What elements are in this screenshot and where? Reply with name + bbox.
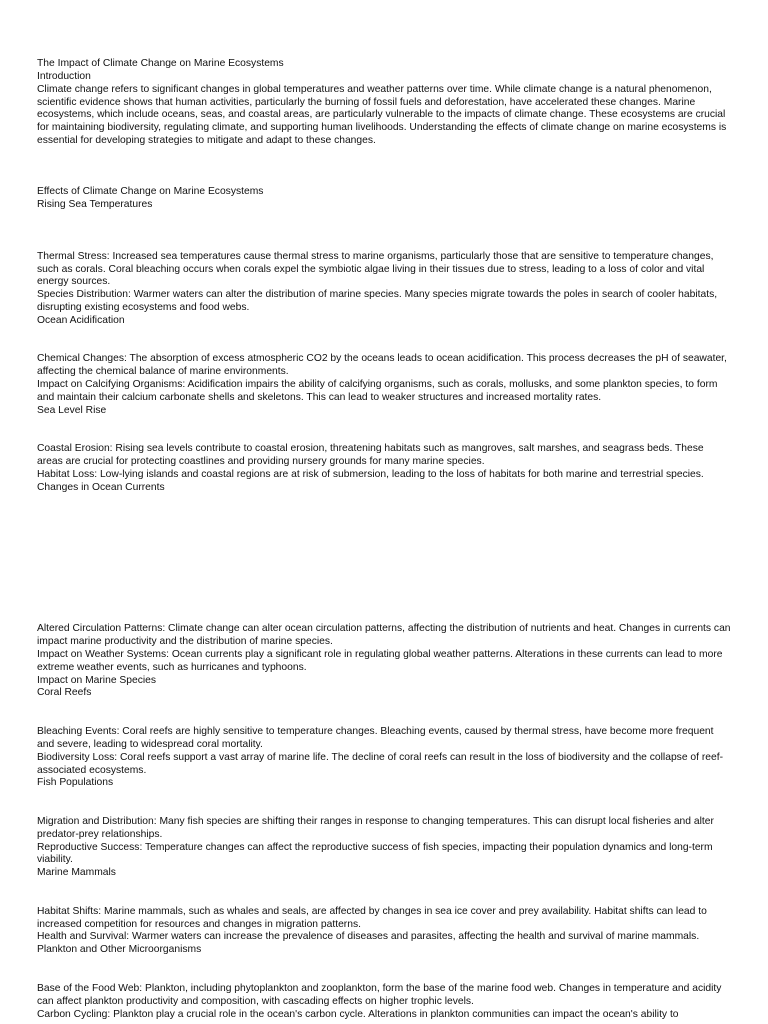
effects-heading: Effects of Climate Change on Marine Ecosystems [37,186,264,198]
spacer [37,700,731,726]
spacer [37,212,731,251]
section-heading-marine-mammals: Marine Mammals [37,867,116,879]
section-heading-ocean-currents: Changes in Ocean Currents [37,481,165,493]
section-heading-ocean-acidification: Ocean Acidification [37,314,125,326]
document-body [37,58,731,1021]
paragraph-coastal-erosion: Coastal Erosion: Rising sea levels contribute to coastal erosion, threatening habitats such as mangroves, salt marshes, and seagrass beds. These areas are crucial for protecting coastlines and providing nursery grounds for many marine species. [37,443,704,468]
spacer [37,418,731,444]
paragraph-chemical-changes: Chemical Changes: The absorption of excess atmospheric CO2 by the oceans leads to ocean acidification. This process decreases the pH of seawater, affecting the chemical balance of marine environments. [37,353,727,378]
spacer [37,495,731,624]
paragraph-biodiversity-loss: Biodiversity Loss: Coral reefs support a vast array of marine life. The decline of coral reefs can result in the loss of biodiversity and the collapse of reef-associated ecosystems. [37,751,724,776]
paragraph-health-survival: Health and Survival: Warmer waters can increase the prevalence of diseases and parasites, affecting the health and survival of marine mammals. [37,931,700,943]
section-heading-fish-populations: Fish Populations [37,777,114,789]
paragraph-habitat-shifts: Habitat Shifts: Marine mammals, such as whales and seals, are affected by changes in sea ice cover and prey availability. Habitat shifts can lead to increased competition for resources and changes in migration patterns. [37,905,707,930]
paragraph-food-web: Base of the Food Web: Plankton, including phytoplankton and zooplankton, form the base of the marine food web. Changes in temperature and acidity can affect plankton productivity and composition, with cascading effects on higher trophic levels. [37,982,722,1007]
paragraph-habitat-loss: Habitat Loss: Low-lying islands and coastal regions are at risk of submersion, leading to the loss of habitats for both marine and terrestrial species. [37,469,704,481]
section-heading-sea-level-rise: Sea Level Rise [37,404,107,416]
section-heading-coral-reefs: Coral Reefs [37,687,92,699]
spacer [37,328,731,354]
document-title: The Impact of Climate Change on Marine Ecosystems [37,58,284,69]
paragraph-species-distribution: Species Distribution: Warmer waters can alter the distribution of marine species. Many species migrate towards the poles in search of cooler habitats, disrupting existing ecosystems and food webs. [37,289,718,314]
section-heading-rising-sea-temperatures: Rising Sea Temperatures [37,199,153,211]
intro-paragraph: Climate change refers to significant changes in global temperatures and weather patterns over time. While climate change is a natural phenomenon, scientific evidence shows that human activities, particularly the burning of fossil fuels and deforestation, have accelerated these changes. Marine ecosystems, which include oceans, seas, and coastal areas, are particularly vulnerable to the impacts of climate change. These ecosystems are crucial for maintaining biodiversity, regulating climate, and supporting human livelihoods. Understanding the effects of climate change on marine ecosystems is essential for developing strategies to mitigate and adapt to these changes. [37,83,727,147]
spacer [37,880,731,906]
spacer [37,148,731,187]
paragraph-thermal-stress: Thermal Stress: Increased sea temperatures cause thermal stress to marine organisms, particularly those that are sensitive to temperature changes, such as corals. Coral bleaching occurs when corals expel the symbiotic algae living in their tissues due to stress, leading to a loss of color and vital energy sources. [37,250,714,288]
paragraph-migration-distribution: Migration and Distribution: Many fish species are shifting their ranges in response to changing temperatures. This can disrupt local fisheries and alter predator-prey relationships. [37,815,714,840]
spacer [37,790,731,816]
species-heading: Impact on Marine Species [37,674,157,686]
paragraph-carbon-cycling: Carbon Cycling: Plankton play a crucial role in the ocean's carbon cycle. Alterations in plankton communities can impact the ocean's ability to [37,1008,679,1020]
paragraph-reproductive-success: Reproductive Success: Temperature changes can affect the reproductive success of fish species, impacting their population dynamics and long-term viability. [37,841,713,866]
paragraph-weather-systems: Impact on Weather Systems: Ocean currents play a significant role in regulating global weather patterns. Alterations in these currents can lead to more extreme weather events, such as hurricanes and typhoons. [37,648,723,673]
intro-heading: Introduction [37,70,91,82]
paragraph-bleaching-events: Bleaching Events: Coral reefs are highly sensitive to temperature changes. Bleaching events, caused by thermal stress, have become more frequent and severe, leading to widespread coral mortality. [37,725,714,750]
spacer [37,957,731,983]
paragraph-circulation-patterns: Altered Circulation Patterns: Climate change can alter ocean circulation patterns, affecting the distribution of nutrients and heat. Changes in currents can impact marine productivity and the distribution of marine species. [37,623,731,648]
paragraph-calcifying-organisms: Impact on Calcifying Organisms: Acidification impairs the ability of calcifying organisms, such as corals, mollusks, and some plankton species, to form and maintain their calcium carbonate shells and skeletons. This can lead to weaker structures and increased mortality rates. [37,379,718,403]
section-heading-plankton: Plankton and Other Microorganisms [37,944,202,956]
